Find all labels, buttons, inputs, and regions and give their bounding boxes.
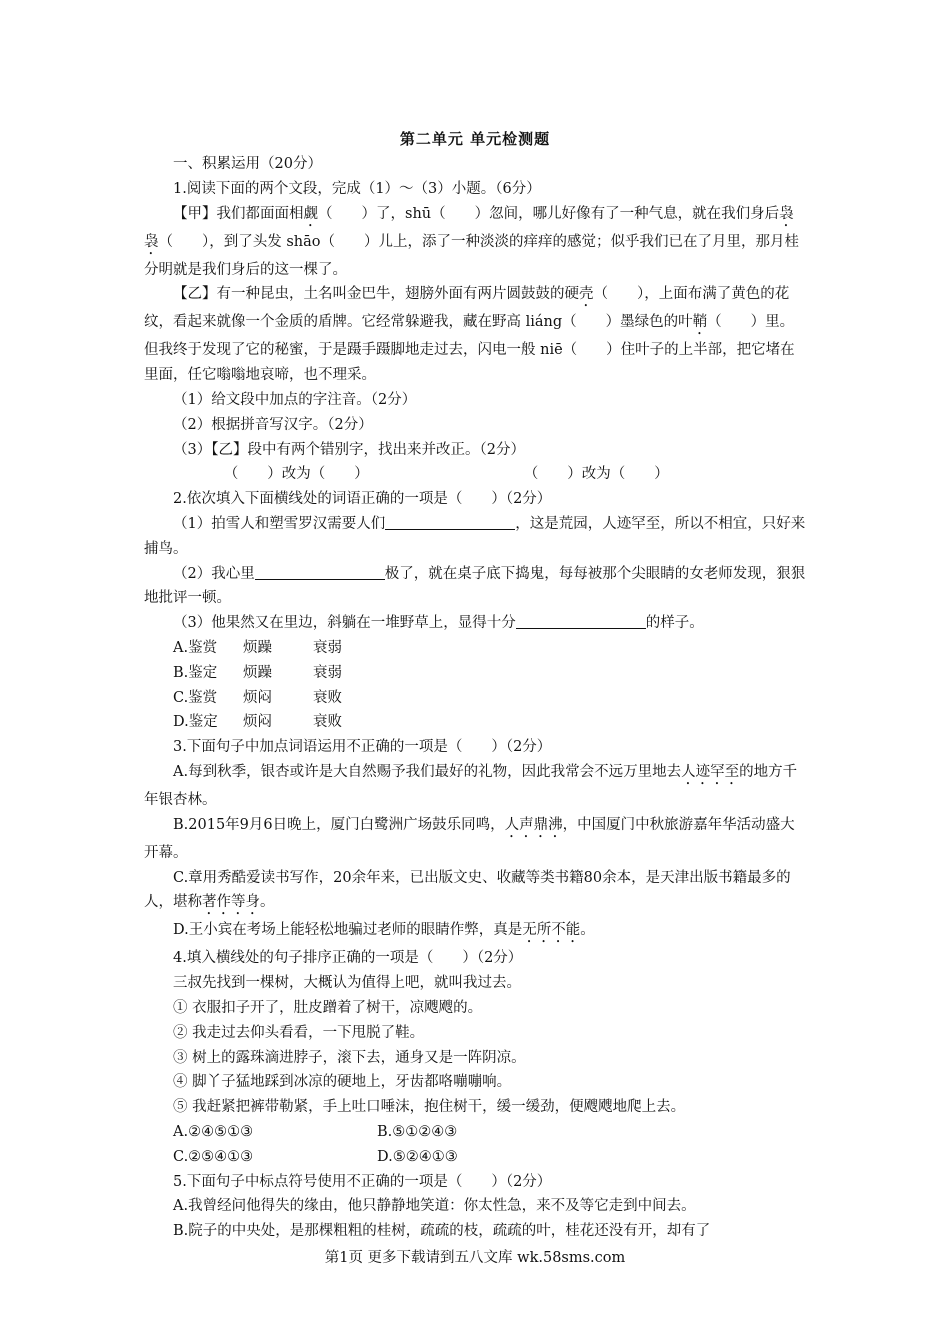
q3-option-b: B.2015年9月6日晚上，厦门白鹭洲广场鼓乐同鸣，人声鼎沸，中国厦门中秋旅游嘉年华活动盛大开幕。 bbox=[144, 816, 795, 861]
q1-passage-jia: 【甲】我们都面面相觑（ ）了，shū（ ）忽间，哪儿好像有了一种气息，就在我们身后袅袅（ ），到了头发 shāo（ ）儿上，添了一种淡淡的痒痒的感觉；似乎我们已在了月里，那月桂分明就是我们身后的这一棵了。 bbox=[144, 205, 800, 278]
q4-item: ① 衣服扣子开了，肚皮蹭着了树干，凉飕飕的。 bbox=[173, 999, 483, 1016]
dotted-char: 觑 bbox=[303, 205, 318, 222]
q4-intro: 三叔先找到一棵树，大概认为值得上吧，就叫我过去。 bbox=[173, 975, 521, 992]
dotted-char: 鞘 bbox=[692, 314, 708, 331]
q2-line1: （1）拍雪人和塑雪罗汉需要人们 ，这是荒园，人迹罕至，所以不相宜，只好来捕鸟。 bbox=[144, 515, 806, 557]
fill-blank[interactable] bbox=[255, 565, 385, 580]
q3-stem: 3.下面句子中加点词语运用不正确的一项是（ ）（2分） bbox=[173, 739, 552, 756]
fill-blank[interactable] bbox=[516, 614, 646, 629]
q3-option-d: D.王小宾在考场上能轻松地骗过老师的眼睛作弊，真是无所不能。 bbox=[173, 922, 595, 939]
q4-item: ④ 脚丫子猛地踩到冰凉的硬地上，牙齿都咯嘣嘣响。 bbox=[173, 1074, 512, 1091]
q4-options-ab: A.②④⑤①③ B.⑤①②④③ bbox=[173, 1123, 458, 1140]
dotted-phrase: 人声鼎沸 bbox=[504, 816, 563, 833]
q4-item: ⑤ 我赶紧把裤带勒紧，手上吐口唾沫，抱住树干，缓一缓劲，便飕飕地爬上去。 bbox=[173, 1099, 686, 1116]
page-title: 第二单元 单元检测题 bbox=[399, 130, 551, 148]
q4-item: ③ 树上的露珠滴进脖子，滚下去，通身又是一阵阴凉。 bbox=[173, 1049, 526, 1066]
q3-option-a: A.每到秋季，银杏或许是大自然赐予我们最好的礼物，因此我常会不远万里地去人迹罕至的地方千年银杏林。 bbox=[144, 763, 798, 808]
q1-sub1: （1）给文段中加点的字注音。（2分） bbox=[173, 391, 417, 408]
q5-stem: 5.下面句子中标点符号使用不正确的一项是（ ）（2分） bbox=[173, 1173, 552, 1190]
q1-passage-yi: 【乙】有一种昆虫，土名叫金巴牛，翅膀外面有两片圆鼓鼓的硬壳（ ），上面布满了黄色的花纹，看起来就像一个金质的盾牌。它经常躲避我，藏在野高 liáng（ ）墨绿色的叶鞘（ ）里。但我终于发现了它的秘蜜，于是蹑手蹑脚地走过去，闪电一般 niē（ ）住叶子的上半部，把它堵在里面，任它嗡嗡地哀啼，也不理采。 bbox=[144, 286, 795, 384]
page-footer: 第1页 更多下载请到五八文库 wk.58sms.com bbox=[324, 1250, 626, 1266]
dotted-phrase: 人迹罕至 bbox=[681, 763, 740, 780]
q2-option-c: C.鉴赏 烦闷 衰败 bbox=[173, 689, 342, 706]
fill-blank[interactable] bbox=[385, 515, 515, 530]
q2-line3: （3）他果然又在里边，斜躺在一堆野草上，显得十分 的样子。 bbox=[173, 615, 704, 632]
q1-stem: 1.阅读下面的两个文段，完成（1）～（3）小题。（6分） bbox=[173, 180, 541, 197]
q5-option-b: B.院子的中央处，是那棵粗粗的桂树，疏疏的枝，疏疏的叶，桂花还没有开，却有了 bbox=[173, 1223, 711, 1240]
dotted-char: 袅 bbox=[779, 205, 794, 222]
section-heading: 一、积累运用（20分） bbox=[173, 156, 322, 172]
q2-stem: 2.依次填入下面横线处的词语正确的一项是（ ）（2分） bbox=[173, 491, 552, 508]
q2-line2: （2）我心里 极了，就在桌子底下捣鬼，每每被那个尖眼睛的女老师发现，狠狠地批评一顿。 bbox=[144, 565, 806, 607]
q3-option-c: C.章用秀酷爱读书写作，20余年来，已出版文史、收藏等类书籍80余本，是天津出版书籍最多的人，堪称著作等身。 bbox=[144, 869, 791, 911]
q1-fix-line: （ ）改为（ ） （ ）改为（ ） bbox=[223, 466, 669, 483]
dotted-phrase: 无所不能 bbox=[522, 922, 581, 939]
q2-option-d: D.鉴定 烦闷 衰败 bbox=[173, 714, 342, 731]
q1-sub2: （2）根据拼音写汉字。（2分） bbox=[173, 416, 373, 433]
dotted-char: 壳 bbox=[579, 286, 594, 303]
document-body bbox=[144, 152, 808, 1244]
q2-option-b: B.鉴定 烦躁 衰弱 bbox=[173, 664, 342, 681]
q5-option-a: A.我曾经问他得失的缘由，他只静静地笑道：你太性急，来不及等它走到中间去。 bbox=[173, 1198, 696, 1215]
q2-option-a: A.鉴赏 烦躁 衰弱 bbox=[173, 639, 342, 656]
q4-stem: 4.填入横线处的句子排序正确的一项是（ ）（2分） bbox=[173, 950, 523, 967]
q4-options-cd: C.②⑤④①③ D.⑤②④①③ bbox=[173, 1148, 458, 1165]
dotted-phrase: 著作等身 bbox=[202, 894, 260, 911]
q4-item: ② 我走过去仰头看看，一下甩脱了鞋。 bbox=[173, 1024, 425, 1041]
q1-sub3: （3）【乙】段中有两个错别字，找出来并改正。（2分） bbox=[173, 441, 525, 458]
